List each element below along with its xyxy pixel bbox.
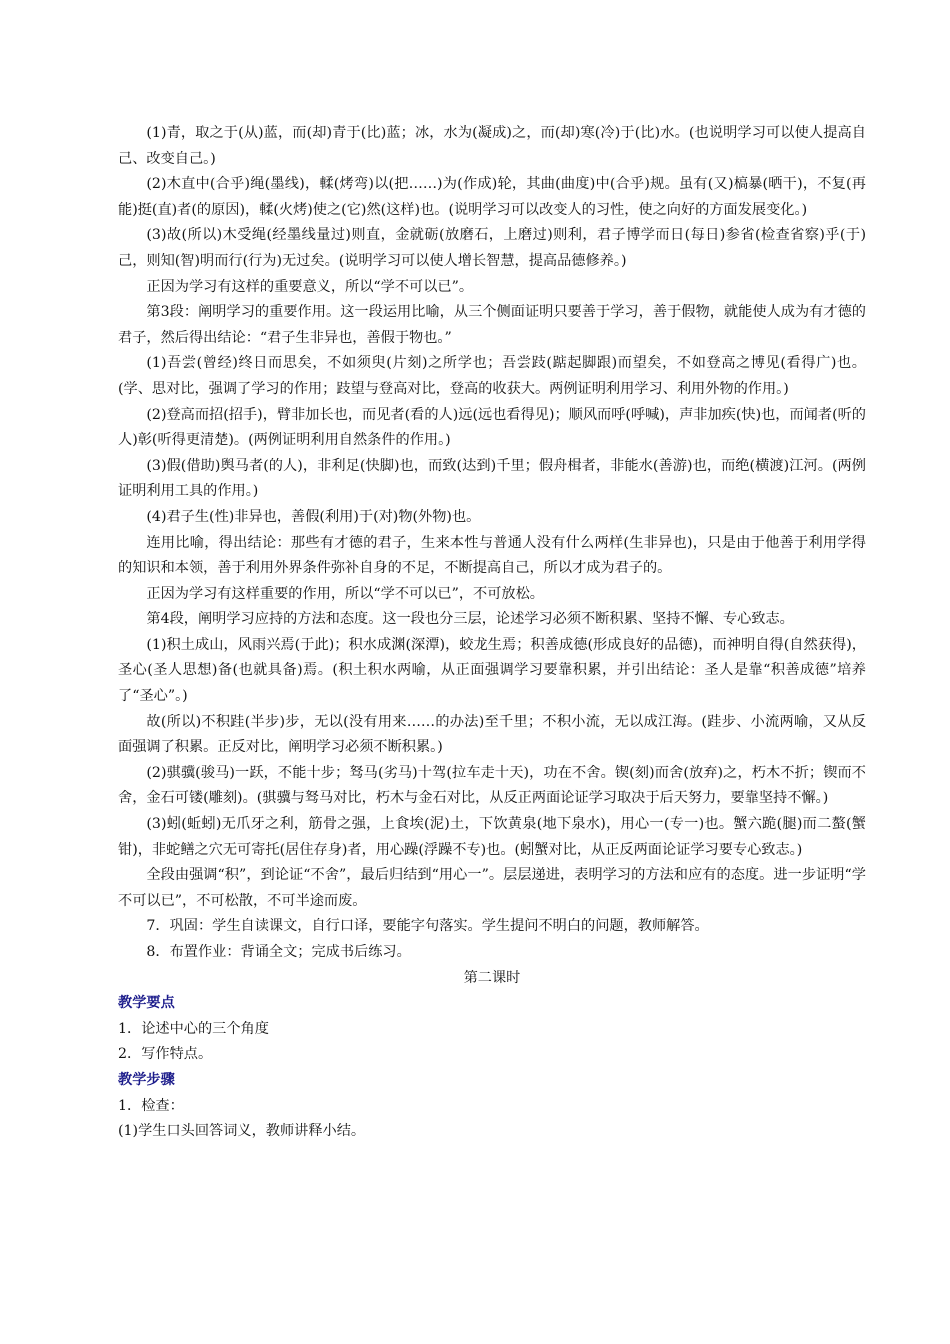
paragraph: (3)故(所以)木受绳(经墨线量过)则直，金就砺(放磨石，上磨过)则利，君子博学而日(每日)参省(检查省察)乎(于)己，则知(智)明而行(行为)无过矣。(说明学习可以使人增长智慧，提高品德修养。) [118,227,866,269]
paragraph: 正因为学习有这样重要的作用，所以“学不可以已”，不可放松。 [146,585,544,602]
paragraph: 8．布置作业：背诵全文；完成书后练习。 [146,944,411,960]
list-item: 1．论述中心的三个角度 [118,1020,269,1037]
paragraph: 全段由强调“积”，到论证“不舍”，最后归结到“用心一”。层层递进，表明学习的方法和应有的态度。进一步证明“学不可以已”，不可松散，不可半途而废。 [118,867,866,909]
paragraph: 故(所以)不积跬(半步)步，无以(没有用来……的办法)至千里；不积小流，无以成江海。(跬步、小流两喻，又从反面强调了积累。正反对比，阐明学习必须不断积累。) [118,713,866,756]
paragraph: 第4段，阐明学习应持的方法和态度。这一段也分三层，论述学习必须不断积累、坚持不懈、专心致志。 [146,611,794,628]
paragraph: 正因为学习有这样的重要意义，所以“学不可以已”。 [146,278,474,295]
paragraph: (1)吾尝(曾经)终日而思矣，不如须臾(片刻)之所学也；吾尝跂(踮起脚跟)而望矣，不如登高之博见(看得广)也。(学、思对比，强调了学习的作用；跂望与登高对比，登高的收获大。两例证明利用学习、利用外物的作用。) [118,355,866,397]
paragraph: (2)登高而招(招手)，臂非加长也，而见者(看的人)远(远也看得见)；顺风而呼(呼喊)，声非加疾(快)也，而闻者(听的人)彰(听得更清楚)。(两例证明利用自然条件的作用。) [118,406,866,449]
paragraph: 7．巩固：学生自读课文，自行口译，要能字句落实。学生提问不明白的问题，教师解答。 [146,918,709,935]
paragraph: (4)君子生(性)非异也，善假(利用)于(对)物(外物)也。 [146,508,481,525]
paragraph: (3)假(借助)舆马者(的人)，非利足(快脚)也，而致(达到)千里；假舟楫者，非能水(善游)也，而绝(横渡)江河。(两例证明利用工具的作用。) [118,457,866,500]
section-title: 第二课时 [463,969,521,986]
paragraph: (2)骐骥(骏马)一跃，不能十步；驽马(劣马)十驾(拉车走十天)，功在不舍。锲(刻)而舍(放弃)之，朽木不折；锲而不舍，金石可镂(雕刻)。(骐骥与驽马对比，朽木与金石对比，从反正两面论证学习取决于后天努力，要靠坚持不懈。) [118,764,866,807]
body-text [118,121,866,966]
paragraph: 连用比喻，得出结论：那些有才德的君子，生来本性与普通人没有什么两样(生非异也)，只是由于他善于利用学得的知识和本领，善于利用外界条件弥补自身的不足，不断提高自己，所以才成为君子的。 [118,534,866,577]
list-item: 1．检查： [118,1097,184,1114]
paragraph: (3)蚓(蚯蚓)无爪牙之利，筋骨之强，上食埃(泥)土，下饮黄泉(地下泉水)，用心一(专一)也。蟹六跪(腿)而二螯(蟹钳)，非蛇鳝之穴无可寄托(居住存身)者，用心躁(浮躁不专)也。(蚓蟹对比，从正反两面论证学习要专心致志。) [118,816,866,858]
heading-teaching-points: 教学要点 [118,995,175,1012]
list-item: (1)学生口头回答词义，教师讲释小结。 [118,1123,366,1140]
heading-teaching-steps: 教学步骤 [118,1071,175,1088]
paragraph: (1)青，取之于(从)蓝，而(却)青于(比)蓝；冰，水为(凝成)之，而(却)寒(冷)于(比)水。(也说明学习可以使人提高自己、改变自己。) [118,125,866,167]
paragraph: 第3段：阐明学习的重要作用。这一段运用比喻，从三个侧面证明只要善于学习，善于假物，就能使人成为有才德的君子，然后得出结论：“君子生非异也，善假于物也。” [118,304,866,346]
list-item: 2．写作特点。 [118,1046,213,1063]
paragraph: (1)积土成山，风雨兴焉(于此)；积水成渊(深潭)，蛟龙生焉；积善成德(形成良好的品德)，而神明自得(自然获得)，圣心(圣人思想)备(也就具备)焉。(积土积水两喻，从正面强调学习要靠积累，并引出结论：圣人是靠“积善成德”培养了“圣心”。) [118,636,866,705]
paragraph: (2)木直中(合乎)绳(墨线)，輮(烤弯)以(把……)为(作成)轮，其曲(曲度)中(合乎)规。虽有(又)槁暴(晒干)，不复(再能)挺(直)者(的原因)，輮(火烤)使之(它)然(这样)也。(说明学习可以改变人的习性，使之向好的方面发展变化。) [118,176,866,218]
